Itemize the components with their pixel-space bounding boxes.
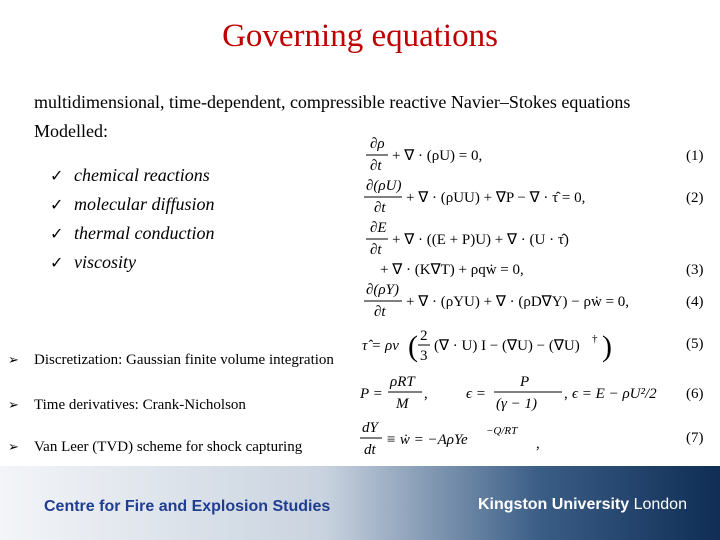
check-item-label: viscosity — [74, 252, 136, 272]
checkmark-icon: ✓ — [50, 253, 64, 272]
svg-text:dY: dY — [362, 420, 378, 436]
arrow-bullet-icon: ➢ — [8, 440, 19, 455]
university-logo-text — [478, 496, 687, 514]
svg-text:,: , — [424, 386, 428, 402]
equation-momentum — [364, 178, 585, 216]
check-item — [50, 161, 215, 190]
checkmark-icon: ✓ — [50, 166, 64, 185]
svg-text:(∇ · U) I − (∇U) − (∇U): (∇ · U) I − (∇U) − (∇U) — [434, 338, 580, 354]
svg-text:≡ ẇ = −AρYe: ≡ ẇ = −AρYe — [386, 432, 468, 448]
equation-state — [359, 374, 657, 412]
svg-text:): ) — [602, 330, 612, 363]
svg-text:P: P — [520, 374, 530, 390]
university-city: London — [629, 496, 687, 513]
university-name: Kingston University — [478, 496, 630, 513]
svg-text:2: 2 — [420, 328, 428, 344]
arrow-bullet-icon: ➢ — [8, 353, 19, 368]
svg-text:∂(ρY): ∂(ρY) — [366, 282, 399, 298]
svg-text:M: M — [396, 396, 409, 412]
bullet-item — [8, 439, 302, 456]
equations-image — [356, 128, 720, 464]
intro-line-2: Modelled: — [34, 121, 108, 141]
checkmark-icon: ✓ — [50, 195, 64, 214]
equation-number: (6) — [686, 386, 704, 402]
equation-number: (4) — [686, 294, 704, 310]
svg-text:+ ∇ · (ρU) = 0,: + ∇ · (ρU) = 0, — [392, 148, 483, 164]
equation-number: (2) — [686, 190, 704, 206]
svg-text:ϵ = E − ρU²/2: ϵ = E − ρU²/2 — [572, 386, 657, 402]
svg-text:dt: dt — [364, 442, 376, 458]
svg-text:+ ∇ · (ρYU) + ∇ · (ρD∇Y) − ρẇ: + ∇ · (ρYU) + ∇ · (ρD∇Y) − ρẇ = 0, — [406, 294, 630, 310]
svg-text:∂(ρU): ∂(ρU) — [366, 178, 402, 194]
svg-text:+ ∇ · (ρUU) + ∇P − ∇ · τ̂ = 0,: + ∇ · (ρUU) + ∇P − ∇ · τ̂ = 0, — [406, 190, 586, 206]
svg-text:†: † — [592, 333, 598, 345]
checklist — [50, 161, 215, 277]
bullet-item — [8, 352, 334, 369]
svg-text:(: ( — [408, 330, 418, 363]
footer-centre-name: Centre for Fire and Explosion Studies — [44, 498, 331, 515]
svg-text:(γ − 1): (γ − 1) — [496, 396, 538, 412]
svg-text:3: 3 — [420, 348, 428, 364]
checkmark-icon: ✓ — [50, 224, 64, 243]
svg-text:,: , — [536, 436, 540, 452]
equation-species — [364, 282, 629, 320]
svg-text:∂t: ∂t — [370, 158, 382, 174]
check-item — [50, 190, 215, 219]
equation-number: (5) — [686, 336, 704, 352]
bullet-label: Time derivatives: Crank-Nicholson — [34, 397, 246, 413]
svg-text:−Q/RT: −Q/RT — [486, 425, 518, 437]
svg-text:∂t: ∂t — [374, 200, 386, 216]
check-item — [50, 248, 215, 277]
check-item — [50, 219, 215, 248]
check-item-label: molecular diffusion — [74, 194, 215, 214]
equation-number: (1) — [686, 148, 704, 164]
check-item-label: thermal conduction — [74, 223, 215, 243]
equation-number: (7) — [686, 430, 704, 446]
svg-text:∂E: ∂E — [370, 220, 387, 236]
svg-text:∂ρ: ∂ρ — [370, 136, 385, 152]
footer-banner — [0, 466, 720, 540]
equation-continuity — [366, 136, 482, 174]
bullet-label: Van Leer (TVD) scheme for shock capturing — [34, 439, 303, 455]
svg-text:∂t: ∂t — [370, 242, 382, 258]
svg-text:P =: P = — [360, 386, 383, 402]
slide-title: Governing equations — [222, 18, 498, 54]
equation-energy — [366, 220, 569, 278]
intro-line-1: multidimensional, time-dependent, compressible reactive Navier–Stokes equations — [34, 92, 631, 112]
arrow-bullet-icon: ➢ — [8, 398, 19, 413]
svg-text:ϵ =: ϵ = — [466, 386, 486, 402]
equation-number: (3) — [686, 262, 704, 278]
equation-kinetics — [360, 420, 540, 458]
svg-text:,: , — [564, 386, 568, 402]
svg-text:τ̂ = ρν: τ̂ = ρν — [362, 338, 399, 354]
check-item-label: chemical reactions — [74, 165, 210, 185]
svg-text:∂t: ∂t — [374, 304, 386, 320]
equation-stress — [362, 328, 612, 364]
svg-text:+ ∇ · ((E + P)U) + ∇ · (U · τ̂: + ∇ · ((E + P)U) + ∇ · (U · τ̂) — [392, 232, 569, 248]
bullet-label: Discretization: Gaussian finite volume integration — [34, 352, 334, 368]
svg-text:+ ∇ · (K∇T) + ρqẇ = 0,: + ∇ · (K∇T) + ρqẇ = 0, — [380, 262, 524, 278]
bullet-item — [8, 397, 246, 414]
svg-text:ρRT: ρRT — [390, 374, 415, 390]
